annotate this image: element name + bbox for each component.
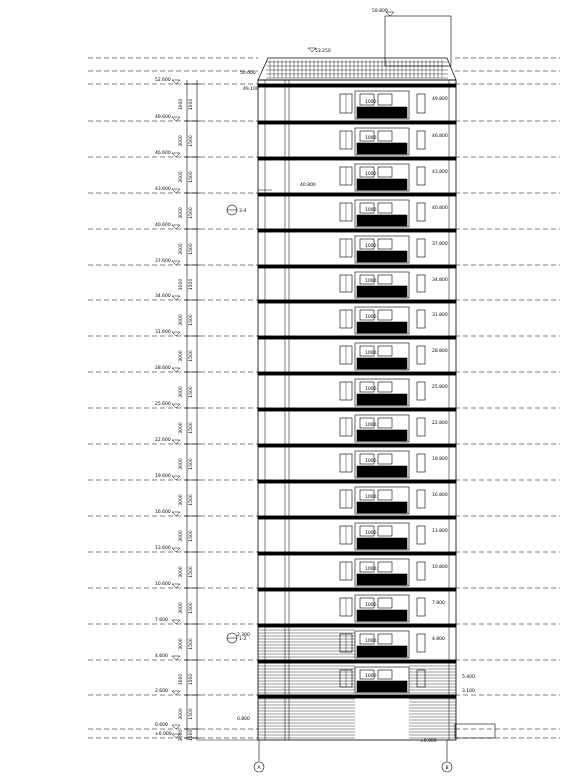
balcony-window <box>378 598 392 608</box>
level-marker-icon <box>172 153 180 157</box>
balcony-railing <box>357 538 407 549</box>
dimension-value: 1500 <box>189 458 194 470</box>
balcony-railing <box>357 322 407 333</box>
level-label: 4.600 <box>155 654 168 659</box>
dimension-value: 3000 <box>179 207 184 219</box>
window-label: 1000 <box>365 674 377 679</box>
floor-slab-band <box>258 265 456 268</box>
right-elevation-label: 43.800 <box>432 170 448 175</box>
balcony-railing <box>357 681 407 692</box>
detail-label: 0.800 <box>237 717 250 722</box>
window-label: 1000 <box>365 639 377 644</box>
balcony-railing <box>357 215 407 226</box>
floor-slab-band <box>258 624 456 627</box>
right-elevation-label: 49.800 <box>432 97 448 102</box>
dimension-value: 1500 <box>189 386 194 398</box>
dimension-value: 3000 <box>179 729 184 742</box>
mid-level-label: 40.800 <box>300 183 316 188</box>
balcony-window <box>378 239 392 249</box>
roof-tower <box>385 16 451 66</box>
level-marker-icon <box>172 261 180 265</box>
window <box>417 562 425 580</box>
ridge-label: 53.250 <box>315 49 331 54</box>
window <box>417 418 425 436</box>
axis-label: A <box>257 766 261 771</box>
window <box>417 239 425 257</box>
dimension-value: 1500 <box>189 638 194 650</box>
window-label: 1000 <box>365 531 377 536</box>
balcony-railing <box>357 502 407 513</box>
window-label: 1000 <box>365 603 377 608</box>
balcony-window <box>378 167 392 177</box>
detail-label: 2.300 <box>237 633 250 638</box>
level-marker-icon <box>172 296 180 300</box>
floor-slab-band <box>258 229 456 232</box>
dimension-value: 1500 <box>189 530 194 542</box>
floor-slab-band <box>258 300 456 303</box>
dimension-value: 1500 <box>189 602 194 614</box>
balcony-window <box>378 382 392 392</box>
balcony-railing <box>357 358 407 369</box>
right-elevation-label: 10.800 <box>432 565 448 570</box>
dimension-value: 3000 <box>179 458 184 470</box>
level-label: 22.600 <box>155 438 171 443</box>
level-marker-icon <box>172 225 180 229</box>
dimension-value: 3000 <box>179 98 184 111</box>
window-label: 1000 <box>365 279 377 284</box>
floor-slab-band <box>258 408 456 411</box>
window <box>417 598 425 616</box>
dimension-value: 1500 <box>189 98 194 111</box>
floor-slab-band <box>258 695 456 698</box>
window <box>417 167 425 185</box>
right-elevation-label: 13.800 <box>432 529 448 534</box>
level-marker-icon <box>172 368 180 372</box>
window <box>417 634 425 652</box>
window-label: 1000 <box>365 351 377 356</box>
level-marker-icon <box>172 656 180 660</box>
dimension-value: 1500 <box>189 314 194 326</box>
level-marker-icon <box>172 80 180 84</box>
window <box>417 94 425 113</box>
dimension-value: 1500 <box>189 243 194 255</box>
window <box>417 670 425 687</box>
roof-outline <box>258 58 456 80</box>
balcony-window <box>378 418 392 428</box>
dimension-value: 1500 <box>189 278 194 291</box>
window-label: 1000 <box>365 567 377 572</box>
right-elevation-label: 25.800 <box>432 385 448 390</box>
level-label: 25.600 <box>155 402 171 407</box>
balcony-window <box>378 634 392 644</box>
window-label: 1000 <box>365 387 377 392</box>
level-label: 37.600 <box>155 259 171 264</box>
right-elevation-label: 16.800 <box>432 493 448 498</box>
floor-slab-band <box>258 336 456 339</box>
floor-slab-band <box>258 588 456 591</box>
dimension-value: 3000 <box>179 602 184 614</box>
window <box>417 203 425 221</box>
entrance-canopy <box>455 724 495 738</box>
dimension-value: 1500 <box>189 708 194 720</box>
dimension-value: 1500 <box>189 673 194 686</box>
dimension-value: 3000 <box>179 494 184 506</box>
level-marker-icon <box>172 404 180 408</box>
dimension-value: 3000 <box>179 530 184 542</box>
balcony-railing <box>357 394 407 405</box>
level-marker-icon <box>172 620 180 624</box>
level-label: 2.600 <box>155 689 168 694</box>
level-label: 7.600 <box>155 618 168 623</box>
balcony-railing <box>357 179 407 190</box>
dimension-value: 3000 <box>179 386 184 398</box>
balcony-railing <box>357 286 407 297</box>
floor-slab-band <box>258 193 456 196</box>
window-label: 1000 <box>365 172 377 177</box>
window-label: 1000 <box>365 244 377 249</box>
floor-slab-band <box>258 660 456 663</box>
balcony-railing <box>357 430 407 441</box>
balcony-window <box>378 490 392 500</box>
balcony-railing <box>357 646 407 657</box>
level-label: 16.600 <box>155 510 171 515</box>
window <box>417 310 425 328</box>
dimension-value: 3000 <box>179 566 184 578</box>
dimension-value: 3000 <box>179 243 184 255</box>
balcony-railing <box>357 107 407 118</box>
window-label: 1000 <box>365 208 377 213</box>
level-marker-icon <box>172 117 180 121</box>
window <box>417 382 425 400</box>
eave-left-label: 49.100 <box>243 87 259 92</box>
balcony-window <box>378 131 392 141</box>
roof-left-label: 50.600 <box>240 71 256 76</box>
level-marker-icon <box>172 691 180 695</box>
floor-slab-band <box>258 157 456 160</box>
right-elevation-label: 31.800 <box>432 313 448 318</box>
detail-label: 3.100 <box>462 689 475 694</box>
right-elevation-label: 28.800 <box>432 349 448 354</box>
balcony-railing <box>357 574 407 585</box>
window <box>417 490 425 508</box>
balcony-window <box>378 526 392 536</box>
balcony-railing <box>357 251 407 262</box>
dimension-value: 3000 <box>179 638 184 650</box>
right-elevation-label: 22.800 <box>432 421 448 426</box>
detail-label: ±0.000 <box>420 739 437 744</box>
level-label: 52.600 <box>155 78 171 83</box>
level-label: 49.600 <box>155 115 171 120</box>
level-label: 46.600 <box>155 151 171 156</box>
level-label: 34.600 <box>155 294 171 299</box>
level-label: 13.600 <box>155 546 171 551</box>
dimension-value: 1500 <box>189 135 194 147</box>
level-label: ±0.000 <box>155 732 172 737</box>
balcony-railing <box>357 143 407 154</box>
level-marker-icon <box>172 548 180 552</box>
balcony-window <box>378 670 392 679</box>
level-marker-icon <box>172 332 180 336</box>
right-elevation-label: 37.800 <box>432 242 448 247</box>
floor-slab-band <box>258 84 456 87</box>
balcony-window <box>378 346 392 356</box>
right-elevation-label: 34.800 <box>432 278 448 283</box>
balcony-window <box>378 94 392 105</box>
section-marker-label: 1-2 <box>239 637 247 642</box>
window-label: 1000 <box>365 423 377 428</box>
section-marker-label: 3-4 <box>239 209 247 214</box>
roof-top-label: 59.800 <box>372 9 388 14</box>
window <box>417 346 425 364</box>
dimension-value: 3000 <box>179 314 184 326</box>
level-label: 0.600 <box>155 723 168 728</box>
balcony-railing <box>357 466 407 477</box>
floor-slab-band <box>258 552 456 555</box>
dimension-value: 1500 <box>189 729 194 742</box>
window-label: 1000 <box>365 315 377 320</box>
balcony-window <box>378 454 392 464</box>
right-elevation-label: 4.800 <box>432 637 445 642</box>
level-marker-icon <box>172 189 180 193</box>
right-elevation-label: 19.800 <box>432 457 448 462</box>
balcony-railing <box>357 610 407 621</box>
right-elevation-label: 46.800 <box>432 134 448 139</box>
balcony-window <box>378 203 392 213</box>
window-label: 1000 <box>365 136 377 141</box>
dimension-value: 1500 <box>189 494 194 506</box>
balcony-window <box>378 562 392 572</box>
level-label: 19.600 <box>155 474 171 479</box>
right-elevation-label: 40.800 <box>432 206 448 211</box>
dimension-value: 3000 <box>179 278 184 291</box>
window <box>417 131 425 149</box>
window-label: 1000 <box>365 459 377 464</box>
dimension-value: 3000 <box>179 135 184 147</box>
dimension-value: 1500 <box>189 207 194 219</box>
level-label: 10.600 <box>155 582 171 587</box>
level-marker-icon <box>172 476 180 480</box>
dimension-value: 3000 <box>179 708 184 720</box>
level-marker-icon <box>172 440 180 444</box>
floor-slab-band <box>258 516 456 519</box>
dimension-value: 1500 <box>189 350 194 362</box>
floor-slab-band <box>258 121 456 124</box>
dimension-value: 1500 <box>189 171 194 183</box>
right-elevation-label: 7.800 <box>432 601 445 606</box>
window <box>417 275 425 292</box>
floor-slab-band <box>258 372 456 375</box>
dimension-value: 3000 <box>179 350 184 362</box>
dimension-value: 3000 <box>179 422 184 434</box>
balcony-window <box>378 310 392 320</box>
level-label: 31.600 <box>155 330 171 335</box>
level-label: 40.600 <box>155 223 171 228</box>
window <box>417 526 425 544</box>
dimension-value: 3000 <box>179 673 184 686</box>
balcony-window <box>378 275 392 284</box>
level-marker-icon <box>172 584 180 588</box>
window-label: 1000 <box>365 100 377 105</box>
dimension-value: 1500 <box>189 422 194 434</box>
window-label: 1000 <box>365 495 377 500</box>
dimension-value: 1500 <box>189 566 194 578</box>
window <box>417 454 425 472</box>
floor-slab-band <box>258 444 456 447</box>
dimension-value: 3000 <box>179 171 184 183</box>
level-marker-icon <box>172 512 180 516</box>
level-label: 28.600 <box>155 366 171 371</box>
floor-slab-band <box>258 480 456 483</box>
level-label: 43.600 <box>155 187 171 192</box>
level-marker-icon <box>172 725 180 729</box>
detail-label: 5.400 <box>462 675 475 680</box>
axis-label: B <box>445 766 449 771</box>
